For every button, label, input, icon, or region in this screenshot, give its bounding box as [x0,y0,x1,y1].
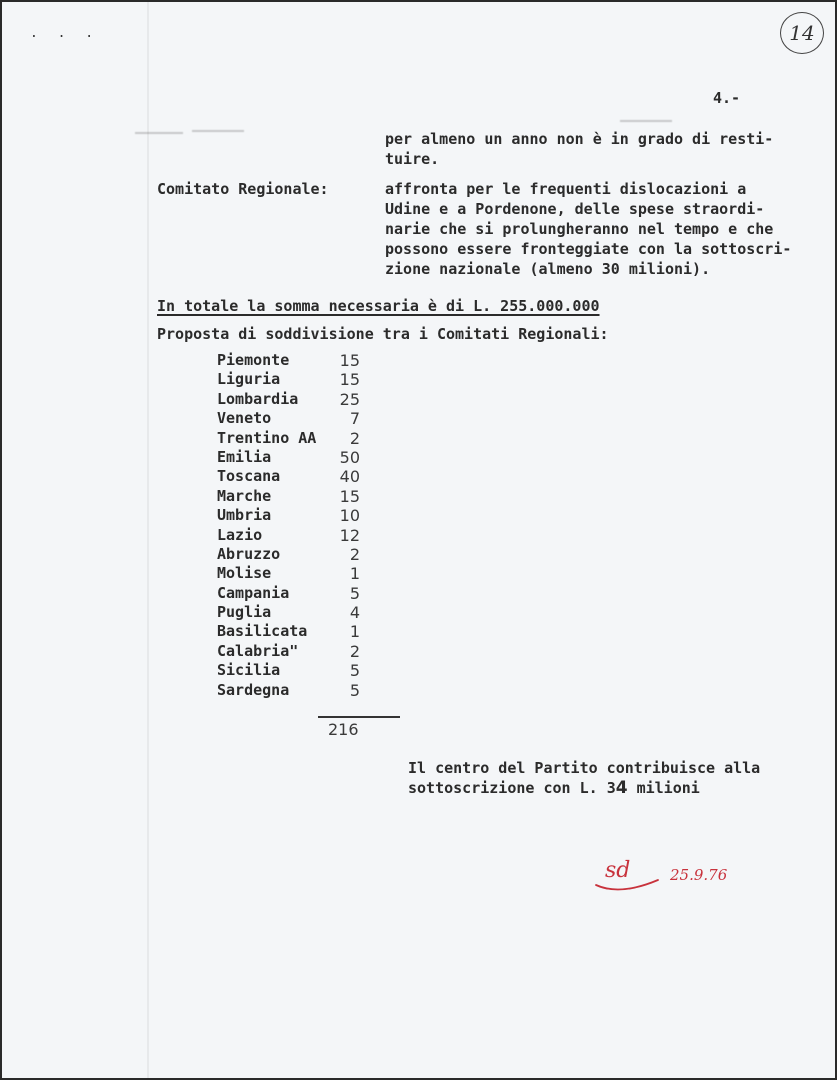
comitato-text-line: affronta per le frequenti dislocazioni a [385,180,747,198]
total-amount-heading: In totale la somma necessaria è di L. 255.000.000 [157,297,600,315]
comitato-text-line: zione nazionale (almeno 30 milioni). [385,260,711,278]
regions-total: 216 [328,720,359,739]
region-name: Puglia [217,603,272,622]
region-value: 5 [349,680,360,700]
region-value: 7 [349,409,360,429]
region-value: 15 [339,486,360,506]
contribution-paragraph [408,758,760,798]
region-row [217,526,367,545]
region-value: 50 [339,447,360,467]
contribution-amount-corrected-digit: 4 [615,778,628,798]
contribution-line: Il centro del Partito contribuisce alla [408,759,761,777]
region-name: Lazio [217,525,263,544]
region-name: Umbria [217,506,272,525]
contribution-suffix: milioni [627,779,700,797]
contribution-prefix: sottoscrizione con L. [408,779,607,797]
region-name: Trentino AA [217,428,317,447]
ink-smudge [620,120,672,122]
region-value: 10 [339,506,360,526]
region-value: 5 [349,583,360,603]
region-row [217,622,367,641]
region-name: Liguria [217,370,281,389]
sum-line [318,716,400,718]
region-value: 4 [349,603,360,623]
region-row [217,564,367,583]
annotation-date: 25.9.76 [670,866,728,884]
region-row [217,642,367,661]
comitato-text-line: Udine e a Pordenone, delle spese straordi- [385,200,765,218]
region-row [217,429,367,448]
region-value: 2 [349,641,360,661]
region-name: Campania [217,583,290,602]
continuation-line: per almeno un anno non è in grado di resti- [385,130,774,148]
region-row [217,584,367,603]
region-value: 25 [339,389,360,409]
handwritten-annotation [590,850,770,900]
region-row [217,681,367,700]
region-row [217,603,367,622]
region-name: Abruzzo [217,544,281,563]
region-value: 5 [349,661,360,681]
region-name: Veneto [217,409,272,428]
region-row [217,351,367,370]
region-row [217,545,367,564]
region-name: Piemonte [217,351,290,369]
region-value: 12 [339,525,360,545]
comitato-label: Comitato Regionale: [157,180,329,198]
region-name: Sardegna [217,680,290,699]
region-value: 40 [339,467,360,487]
annotation-initials: sd [605,858,631,883]
region-row [217,487,367,506]
region-value: 15 [339,351,360,370]
region-value: 2 [349,544,360,564]
region-name: Molise [217,564,272,583]
contribution-amount-digit: 3 [606,779,616,797]
ink-smudge [135,132,183,134]
region-list [217,351,367,700]
circled-page-mark [780,12,824,54]
region-value: 2 [349,428,360,448]
subdivision-heading: Proposta di soddivisione tra i Comitati Regionali: [157,325,609,343]
region-name: Lombardia [217,389,299,408]
region-row [217,506,367,525]
circled-page-mark-text: 14 [789,21,815,45]
region-row [217,661,367,680]
region-row [217,390,367,409]
region-name: Emilia [217,447,272,466]
region-value: 1 [349,622,360,642]
comitato-text-line: possono essere fronteggiate con la sottoscri- [385,240,792,258]
region-row [217,409,367,428]
ink-smudge [192,130,244,132]
page-fold-shadow [147,2,149,1080]
region-name: Calabria" [217,641,299,660]
page-number: 4.- [713,89,741,107]
comitato-text-line: narie che si prolungheranno nel tempo e che [385,220,774,238]
region-value: 1 [349,564,360,584]
region-name: Toscana [217,467,281,486]
contribution-line [408,778,760,798]
corner-dots: . . . [30,26,100,41]
region-name: Sicilia [217,661,281,680]
continuation-line: tuire. [385,150,440,168]
region-row [217,448,367,467]
region-row [217,370,367,389]
region-value: 15 [339,370,360,390]
region-name: Basilicata [217,622,308,641]
region-name: Marche [217,486,272,505]
region-row [217,467,367,486]
